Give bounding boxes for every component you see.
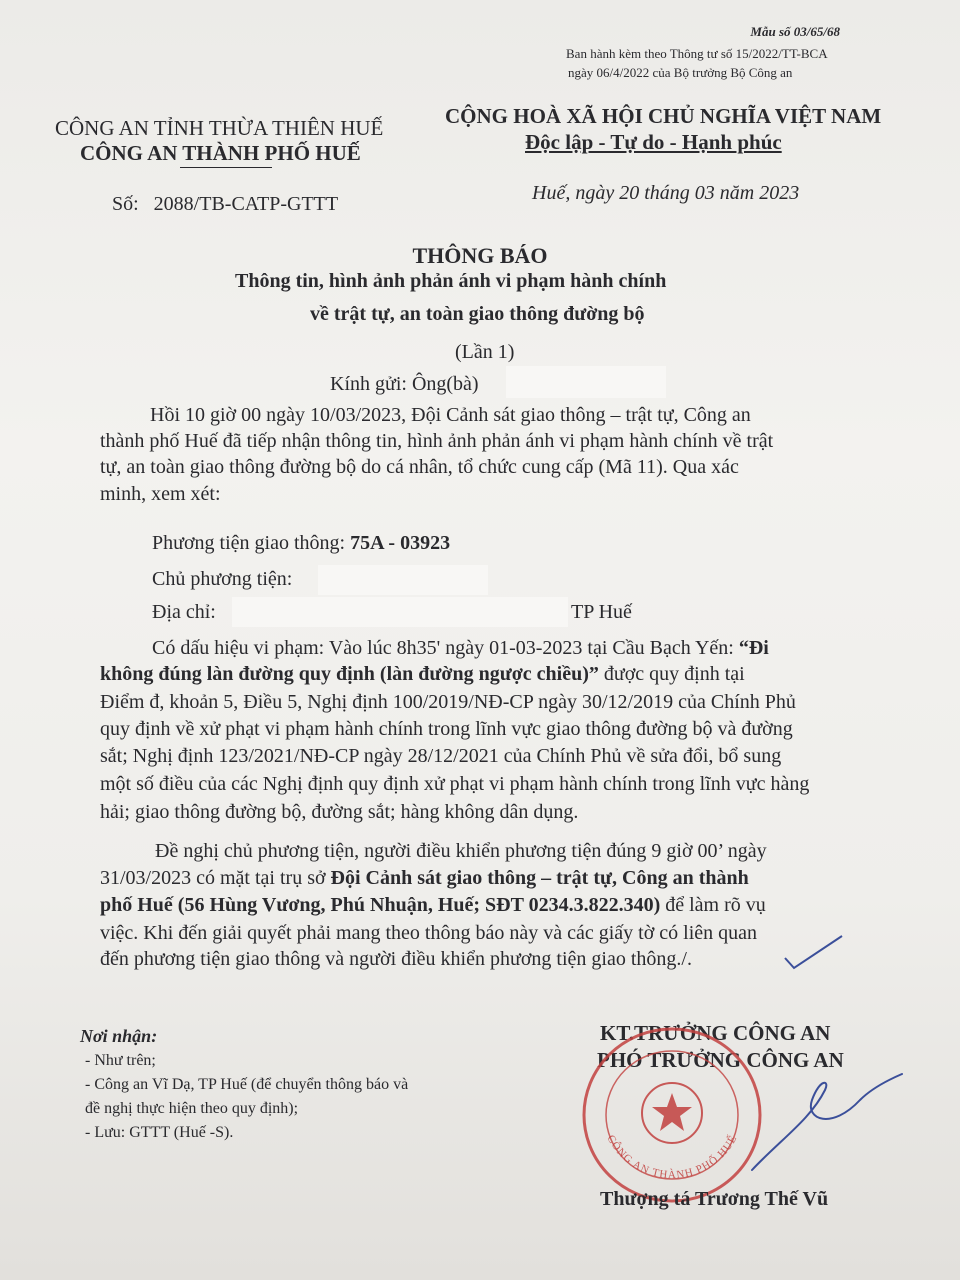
document-number: Số: 2088/TB-CATP-GTTT <box>112 193 339 215</box>
agency-name <box>80 141 361 166</box>
nation-title: CỘNG HOÀ XÃ HỘI CHỦ NGHĨA VIỆT NAM <box>445 104 882 128</box>
request-line-2-bold: Đội Cảnh sát giao thông – trật tự, Công an thành <box>330 867 749 889</box>
owner-label: Chủ phương tiện: <box>152 568 293 590</box>
violation-line-4: quy định về xử phạt vi phạm hành chính trong lĩnh vực giao thông đường bộ và đường <box>100 718 793 740</box>
p1-line-2: thành phố Huế đã tiếp nhận thông tin, hình ảnh phản ánh vi phạm hành chính về trật <box>100 430 774 452</box>
signer-name: Thượng tá Trương Thế Vũ <box>600 1188 829 1210</box>
recipient-line <box>330 373 479 396</box>
request-line-2-plain: 31/03/2023 có mặt tại trụ sở <box>100 867 331 889</box>
redacted-address <box>232 597 568 627</box>
violation-intro: Có dấu hiệu vi phạm: Vào lúc 8h35' ngày 01-03-2023 tại Cầu Bạch Yến: <box>152 637 739 659</box>
request-line-3 <box>100 894 766 917</box>
document-title: THÔNG BÁO <box>412 243 548 268</box>
document-subtitle-1: Thông tin, hình ảnh phản ánh vi phạm hành chính <box>235 270 667 292</box>
recipient-label: Kính gửi: Ông(bà) <box>330 373 479 395</box>
violation-line-5: sắt; Nghị định 123/2021/NĐ-CP ngày 28/12/2021 của Chính Phủ về sửa đổi, bổ sung <box>100 745 782 767</box>
recipients-title: Nơi nhận: <box>80 1026 158 1046</box>
seal-text: CÔNG AN THÀNH PHỐ HUẾ <box>604 1132 740 1182</box>
violation-bold-2: không đúng làn đường quy định (làn đường ngược chiều)” <box>100 663 599 685</box>
form-note <box>566 44 916 82</box>
violation-after: được quy định tại <box>598 663 745 685</box>
request-line-3-bold: phố Huế (56 Hùng Vương, Phú Nhuận, Huế; SĐT 0234.3.822.340) <box>100 894 661 916</box>
redacted-recipient <box>506 366 666 398</box>
vehicle-line <box>152 532 450 555</box>
p1-line-3: tự, an toàn giao thông đường bộ do cá nhân, tổ chức cung cấp (Mã 11). Qua xác <box>100 456 739 478</box>
request-line-5: đến phương tiện giao thông và người điều khiển phương tiện giao thông./. <box>100 948 692 970</box>
request-line-2 <box>100 867 749 890</box>
document-subtitle-2: về trật tự, an toàn giao thông đường bộ <box>310 303 645 325</box>
violation-bold-1: “Đi <box>738 637 769 659</box>
recipient-item: - Lưu: GTTT (Huế -S). <box>85 1124 234 1141</box>
form-note-line2: ngày 06/4/2022 của Bộ trưởng Bộ Công an <box>568 65 793 80</box>
violation-line-7: hải; giao thông đường bộ, đường sắt; hàng không dân dụng. <box>100 801 579 823</box>
recipient-item: đề nghị thực hiện theo quy định); <box>85 1100 299 1117</box>
violation-line-2 <box>100 663 745 686</box>
address-label: Địa chỉ: <box>152 601 216 623</box>
signature-line-2: PHÓ TRƯỞNG CÔNG AN <box>597 1048 844 1072</box>
p1-line-4: minh, xem xét: <box>100 483 221 505</box>
request-line-3-plain: để làm rõ vụ <box>660 894 766 916</box>
agency-name-text: CÔNG AN THÀNH PHỐ HUẾ <box>80 141 361 165</box>
agency-underline <box>180 167 272 168</box>
violation-line-3: Điểm đ, khoản 5, Điều 5, Nghị định 100/2019/NĐ-CP ngày 30/12/2019 của Chính Phủ <box>100 691 796 713</box>
place-date: Huế, ngày 20 tháng 03 năm 2023 <box>532 182 800 204</box>
handwritten-signature <box>740 1060 910 1190</box>
address-tail: TP Huế <box>571 601 632 623</box>
recipient-item: - Như trên; <box>85 1052 156 1069</box>
request-line-1: Đề nghị chủ phương tiện, người điều khiển phương tiện đúng 9 giờ 00’ ngày <box>155 840 767 862</box>
form-note-line1: Ban hành kèm theo Thông tư số 15/2022/TT-BCA <box>566 46 828 61</box>
notice-round: (Lần 1) <box>455 341 515 363</box>
form-code: Mẫu số 03/65/68 <box>750 24 840 39</box>
tick-mark-icon <box>780 930 850 980</box>
vehicle-plate: 75A - 03923 <box>350 532 451 554</box>
p1-line-1: Hồi 10 giờ 00 ngày 10/03/2023, Đội Cảnh sát giao thông – trật tự, Công an <box>150 404 751 426</box>
violation-line-6: một số điều của các Nghị định quy định xử phạt vi phạm hành chính trong lĩnh vực hàng <box>100 773 810 795</box>
motto-text: Độc lập - Tự do - Hạnh phúc <box>525 130 782 154</box>
vehicle-label: Phương tiện giao thông: <box>152 532 351 554</box>
recipient-item: - Công an Vĩ Dạ, TP Huế (để chuyển thông báo và <box>85 1076 409 1093</box>
agency-parent: CÔNG AN TỈNH THỪA THIÊN HUẾ <box>55 116 384 140</box>
violation-line-1 <box>152 637 769 660</box>
redacted-owner <box>318 565 488 595</box>
motto <box>525 130 782 155</box>
signature-line-1: KT.TRƯỞNG CÔNG AN <box>600 1021 831 1045</box>
request-line-4: việc. Khi đến giải quyết phải mang theo thông báo này và các giấy tờ có liên quan <box>100 922 758 944</box>
svg-text:CÔNG AN THÀNH PHỐ HUẾ <box>604 1132 739 1181</box>
